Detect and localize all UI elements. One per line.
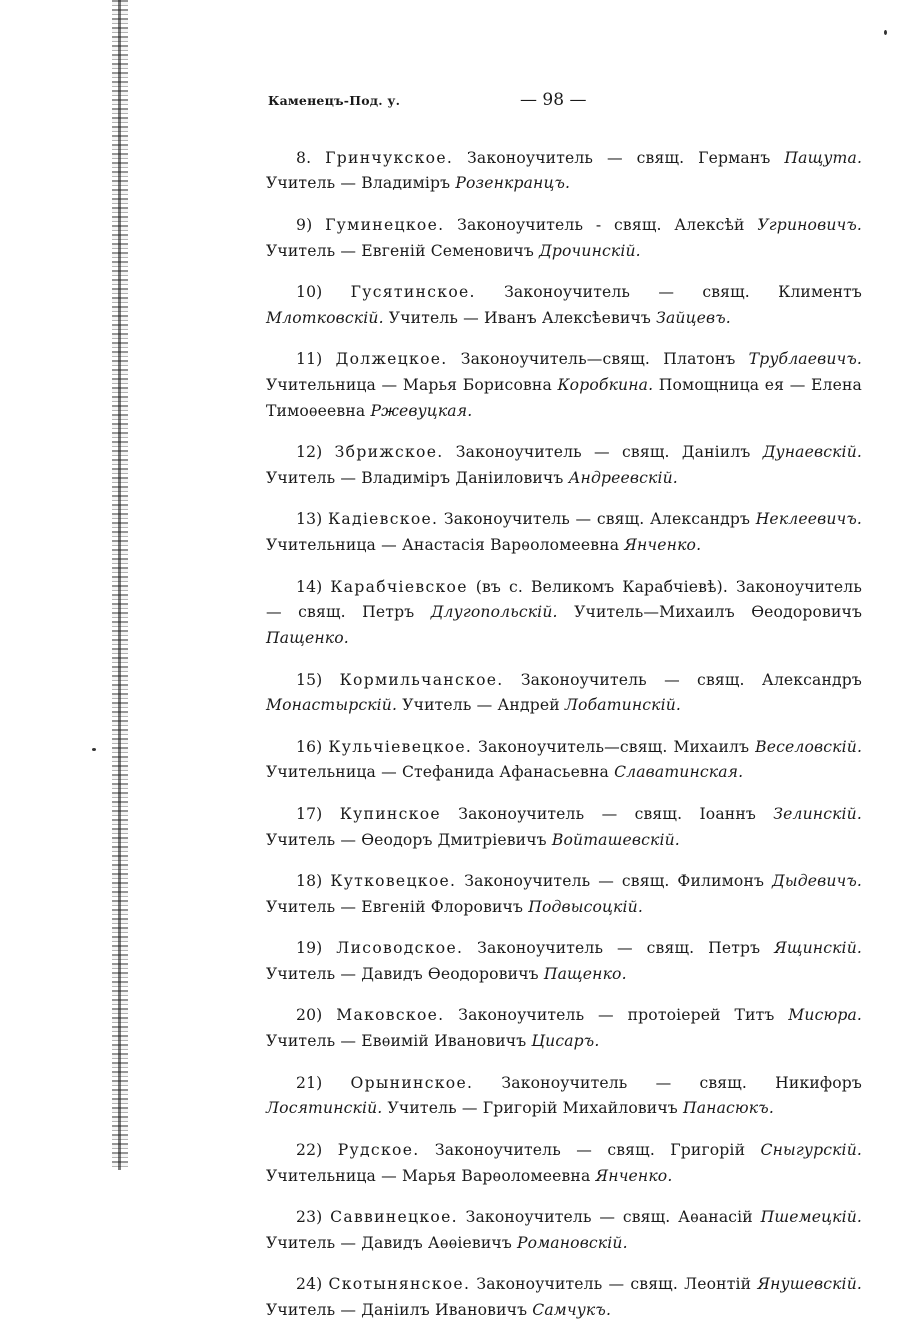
teacher-of-law-surname: Янушевскій. bbox=[757, 1275, 862, 1294]
school-entry bbox=[266, 936, 862, 988]
teacher-of-law-label: Законоучитель — свящ. bbox=[464, 872, 670, 891]
teacher-surname: Цисаръ. bbox=[531, 1032, 600, 1051]
entry-number: 20) bbox=[296, 1006, 323, 1025]
entry-number: 21) bbox=[296, 1073, 323, 1092]
teacher-of-law-surname: Неклеевичъ. bbox=[755, 510, 863, 529]
school-name: Кутковецкое. bbox=[330, 872, 457, 891]
teacher-surname: Панасюкъ. bbox=[682, 1099, 774, 1118]
school-entry bbox=[266, 213, 862, 265]
teacher-of-law-surname: Ящинскій. bbox=[774, 939, 862, 958]
entry-number: 22) bbox=[296, 1140, 323, 1159]
teacher-of-law-label: Законоучитель — свящ. bbox=[465, 1208, 671, 1226]
teacher-surname: Подвысоцкій. bbox=[528, 897, 643, 916]
entry-number: 17) bbox=[296, 804, 323, 823]
teacher-of-law-surname: Монастырскій. bbox=[266, 696, 398, 715]
teacher-of-law-surname: Пащута. bbox=[784, 148, 863, 167]
teacher-surname: Андреевскій. bbox=[568, 468, 678, 487]
school-entry bbox=[266, 347, 862, 424]
teacher-of-law-name: Платонъ bbox=[663, 350, 736, 369]
school-entry bbox=[266, 1205, 862, 1257]
teacher-of-law-name: Климентъ bbox=[778, 282, 863, 301]
entry-number: 14) bbox=[296, 577, 323, 596]
page-header bbox=[268, 90, 598, 114]
teacher-of-law-name: Александръ bbox=[761, 670, 862, 689]
teacher-surname: Розенкранцъ. bbox=[455, 174, 571, 193]
entry-number: 18) bbox=[296, 872, 323, 891]
school-entry bbox=[266, 1138, 862, 1190]
school-list bbox=[266, 130, 862, 1330]
school-name: Гринчукское. bbox=[325, 148, 454, 167]
entry-number: 10) bbox=[296, 282, 323, 301]
teacher-label: Учительница — Анастасія Варѳоломеевна bbox=[266, 536, 620, 555]
entry-number: 13) bbox=[296, 510, 323, 529]
entry-number: 8. bbox=[296, 148, 312, 167]
teacher-of-law-name: Филимонъ bbox=[677, 872, 765, 891]
teacher-of-law-name: Алексѣй bbox=[674, 215, 745, 234]
entry-number: 16) bbox=[296, 737, 323, 756]
teacher-of-law-name: Александръ bbox=[649, 510, 751, 529]
assistant-surname: Ржевуцкая. bbox=[370, 401, 473, 420]
teacher-of-law-name: Даніилъ bbox=[681, 443, 751, 462]
teacher-of-law-name: Леонтій bbox=[684, 1275, 752, 1294]
teacher-of-law-label: Законоучитель—свящ. bbox=[460, 350, 651, 369]
teacher-surname: Самчукъ. bbox=[532, 1300, 612, 1319]
entry-number: 19) bbox=[296, 939, 323, 958]
school-name: Рудское. bbox=[337, 1140, 420, 1159]
school-name: Збрижское. bbox=[334, 443, 444, 462]
teacher-label: Учительница — Марья Варѳоломеевна bbox=[266, 1166, 591, 1185]
teacher-label: Учитель — Даніилъ Ивановичъ bbox=[266, 1300, 528, 1319]
school-name: Кормильчанское. bbox=[339, 670, 504, 689]
teacher-of-law-name: Никифоръ bbox=[775, 1073, 863, 1092]
school-entry bbox=[266, 146, 862, 198]
teacher-of-law-surname: Лосятинскій. bbox=[266, 1099, 383, 1118]
assistant-label: Помощница ея — Елена Тимоѳеевна bbox=[266, 375, 862, 420]
teacher-of-law-label: Законоучитель — свящ. bbox=[477, 939, 695, 958]
teacher-label: Учительница — Марья Борисовна bbox=[266, 375, 552, 394]
entry-number: 15) bbox=[296, 670, 323, 689]
teacher-of-law-surname: Млотковскій. bbox=[266, 308, 384, 327]
teacher-of-law-label: Законоучитель — свящ. bbox=[476, 1275, 678, 1294]
school-name: Гуминецкое. bbox=[325, 215, 445, 234]
school-name: Кадіевское. bbox=[327, 510, 439, 529]
entry-number: 9) bbox=[296, 215, 313, 234]
teacher-label: Учитель — Евгеній Флоровичъ bbox=[266, 897, 524, 916]
school-name: Кульчіевецкое. bbox=[328, 737, 473, 756]
teacher-surname: Славатинская. bbox=[614, 763, 744, 782]
school-entry bbox=[266, 1071, 862, 1123]
teacher-surname: Пащенко. bbox=[543, 965, 627, 984]
teacher-of-law-label: Законоучитель — свящ. bbox=[520, 670, 745, 689]
school-name: Гусятинское. bbox=[350, 282, 476, 301]
teacher-of-law-name: Германъ bbox=[698, 148, 771, 167]
school-name: Маковское. bbox=[336, 1006, 445, 1025]
ink-speck bbox=[92, 748, 96, 751]
teacher-of-law-name: Іоаннъ bbox=[699, 804, 756, 823]
teacher-surname: Пащенко. bbox=[266, 629, 349, 648]
teacher-of-law-label: Законоучитель — свящ. bbox=[434, 1140, 655, 1159]
teacher-label: Учитель — Ѳеодоръ Дмитріевичъ bbox=[266, 830, 547, 849]
school-name: Саввинецкое. bbox=[330, 1208, 458, 1226]
school-entry bbox=[266, 440, 862, 492]
teacher-of-law-label: Законоучитель — свящ. bbox=[467, 148, 685, 167]
teacher-of-law-name: Петръ bbox=[362, 603, 415, 622]
teacher-label: Учитель — Евгеній Семеновичъ bbox=[266, 241, 534, 260]
teacher-surname: Дрочинскій. bbox=[539, 241, 641, 260]
teacher-of-law-name: Титъ bbox=[734, 1006, 775, 1025]
teacher-of-law-name: Аѳанасій bbox=[678, 1208, 753, 1226]
school-name: Лисоводское. bbox=[336, 939, 464, 958]
teacher-surname: Зайцевъ. bbox=[656, 308, 731, 327]
binding-line bbox=[118, 0, 121, 1170]
teacher-label: Учитель — Андрей bbox=[402, 696, 560, 715]
running-head: Каменецъ-Под. у. bbox=[268, 93, 401, 108]
school-name: Орынинское. bbox=[350, 1073, 474, 1092]
teacher-surname: Янченко. bbox=[595, 1166, 673, 1185]
school-location-note: (въ с. Великомъ Карабчіевѣ). bbox=[475, 577, 728, 596]
school-entry bbox=[266, 802, 862, 854]
entry-number: 12) bbox=[296, 443, 323, 462]
school-entry bbox=[266, 869, 862, 921]
teacher-of-law-label: Законоучитель — свящ. bbox=[501, 1073, 748, 1092]
teacher-label: Учитель — Владиміръ Даніиловичъ bbox=[266, 468, 564, 487]
entry-number: 23) bbox=[296, 1208, 323, 1226]
teacher-of-law-label: Законоучитель — свящ. bbox=[266, 577, 863, 622]
teacher-of-law-surname: Мисюра. bbox=[788, 1006, 863, 1025]
teacher-label: Учитель — Иванъ Алексѣевичъ bbox=[388, 308, 651, 327]
teacher-of-law-label: Законоучитель — свящ. bbox=[458, 804, 683, 823]
teacher-surname: Романовскій. bbox=[517, 1233, 628, 1252]
teacher-surname: Лобатинскій. bbox=[564, 696, 682, 715]
teacher-of-law-name: Петръ bbox=[708, 939, 761, 958]
teacher-of-law-name: Григорій bbox=[670, 1140, 746, 1159]
school-entry bbox=[266, 507, 862, 559]
teacher-label: Учитель — Владиміръ bbox=[266, 174, 451, 193]
school-name: Должецкое. bbox=[335, 350, 448, 369]
teacher-of-law-label: Законоучитель—свящ. bbox=[478, 737, 668, 756]
teacher-of-law-surname: Сныгурскій. bbox=[760, 1140, 862, 1159]
teacher-of-law-label: Законоучитель — протоіерей bbox=[458, 1006, 721, 1025]
teacher-label: Учитель — Евѳимій Ивановичъ bbox=[266, 1032, 527, 1051]
teacher-label: Учитель — Григорій Михайловичъ bbox=[387, 1099, 678, 1118]
teacher-surname: Войташевскій. bbox=[551, 830, 680, 849]
teacher-label: Учитель — Давидъ Аѳѳіевичъ bbox=[266, 1233, 512, 1252]
teacher-of-law-surname: Веселовскій. bbox=[755, 737, 863, 756]
teacher-label: Учитель—Михаилъ Ѳеодоровичъ bbox=[574, 603, 863, 622]
school-entry bbox=[266, 735, 862, 787]
teacher-of-law-surname: Пшемецкій. bbox=[760, 1208, 863, 1226]
ink-speck bbox=[884, 30, 887, 35]
teacher-of-law-surname: Длугопольскій. bbox=[430, 603, 558, 622]
school-name: Купинское bbox=[339, 804, 441, 823]
entry-number: 24) bbox=[296, 1275, 323, 1294]
page-number: — 98 — bbox=[520, 90, 587, 110]
teacher-of-law-name: Михаилъ bbox=[673, 737, 750, 756]
teacher-of-law-label: Законоучитель - свящ. bbox=[457, 215, 662, 234]
teacher-of-law-surname: Зелинскій. bbox=[773, 804, 862, 823]
school-entry bbox=[266, 280, 862, 332]
school-entry bbox=[266, 575, 862, 652]
school-name: Карабчіевское bbox=[330, 577, 468, 596]
school-name: Скотынянское. bbox=[328, 1275, 471, 1294]
teacher-label: Учитель — Давидъ Ѳеодоровичъ bbox=[266, 965, 539, 984]
teacher-of-law-label: Законоучитель — свящ. bbox=[455, 443, 670, 462]
teacher-of-law-label: Законоучитель — свящ. bbox=[504, 282, 750, 301]
school-entry bbox=[266, 1272, 862, 1324]
teacher-of-law-label: Законоучитель — свящ. bbox=[443, 510, 645, 529]
school-entry bbox=[266, 668, 862, 720]
school-entry bbox=[266, 1003, 862, 1055]
teacher-surname: Янченко. bbox=[624, 536, 702, 555]
teacher-surname: Коробкина. bbox=[557, 375, 654, 394]
teacher-of-law-surname: Дунаевскій. bbox=[762, 443, 862, 462]
teacher-of-law-surname: Трублаевичъ. bbox=[748, 350, 863, 369]
teacher-of-law-surname: Угриновичъ. bbox=[757, 215, 863, 234]
entry-number: 11) bbox=[296, 350, 323, 369]
teacher-of-law-surname: Дыдевичъ. bbox=[772, 872, 863, 891]
teacher-label: Учительница — Стефанида Афанасьевна bbox=[266, 763, 609, 782]
